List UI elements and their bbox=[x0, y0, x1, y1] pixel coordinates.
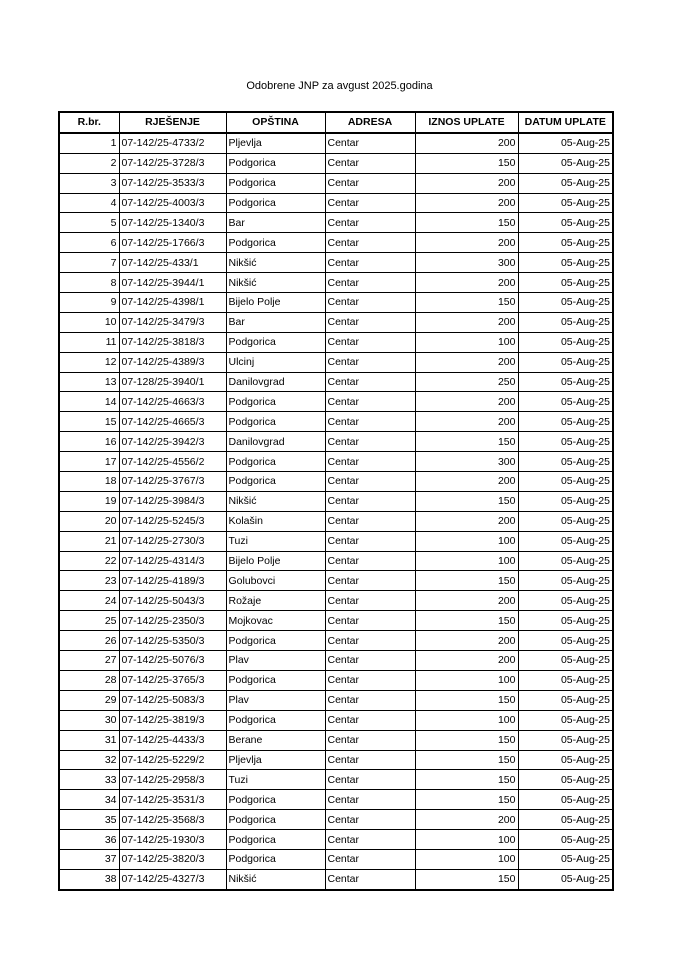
opstina-cell: Podgorica bbox=[226, 412, 325, 432]
row-number: 6 bbox=[59, 233, 119, 253]
rjesenje-cell: 07-142/25-4003/3 bbox=[119, 193, 226, 213]
table-row bbox=[59, 869, 613, 889]
iznos-cell: 200 bbox=[415, 591, 518, 611]
iznos-cell: 200 bbox=[415, 193, 518, 213]
table-row bbox=[59, 631, 613, 651]
table-row bbox=[59, 571, 613, 591]
column-header-datum-uplate: DATUM UPLATE bbox=[518, 112, 613, 133]
rjesenje-cell: 07-142/25-4189/3 bbox=[119, 571, 226, 591]
table-row bbox=[59, 491, 613, 511]
datum-cell: 05-Aug-25 bbox=[518, 412, 613, 432]
opstina-cell: Kolašin bbox=[226, 511, 325, 531]
rjesenje-cell: 07-142/25-4389/3 bbox=[119, 352, 226, 372]
iznos-cell: 100 bbox=[415, 849, 518, 869]
opstina-cell: Podgorica bbox=[226, 830, 325, 850]
datum-cell: 05-Aug-25 bbox=[518, 750, 613, 770]
row-number: 2 bbox=[59, 153, 119, 173]
opstina-cell: Podgorica bbox=[226, 631, 325, 651]
opstina-cell: Podgorica bbox=[226, 392, 325, 412]
rjesenje-cell: 07-142/25-3984/3 bbox=[119, 491, 226, 511]
opstina-cell: Danilovgrad bbox=[226, 372, 325, 392]
row-number: 31 bbox=[59, 730, 119, 750]
row-number: 1 bbox=[59, 133, 119, 153]
table-header-row bbox=[59, 112, 613, 133]
row-number: 10 bbox=[59, 312, 119, 332]
adresa-cell: Centar bbox=[325, 372, 415, 392]
table-row bbox=[59, 312, 613, 332]
rjesenje-cell: 07-142/25-1766/3 bbox=[119, 233, 226, 253]
datum-cell: 05-Aug-25 bbox=[518, 352, 613, 372]
table-row bbox=[59, 830, 613, 850]
table-row bbox=[59, 472, 613, 492]
datum-cell: 05-Aug-25 bbox=[518, 810, 613, 830]
iznos-cell: 100 bbox=[415, 710, 518, 730]
datum-cell: 05-Aug-25 bbox=[518, 273, 613, 293]
opstina-cell: Nikšić bbox=[226, 253, 325, 273]
adresa-cell: Centar bbox=[325, 233, 415, 253]
row-number: 27 bbox=[59, 651, 119, 671]
datum-cell: 05-Aug-25 bbox=[518, 790, 613, 810]
rjesenje-cell: 07-142/25-5245/3 bbox=[119, 511, 226, 531]
datum-cell: 05-Aug-25 bbox=[518, 193, 613, 213]
iznos-cell: 100 bbox=[415, 332, 518, 352]
opstina-cell: Bar bbox=[226, 312, 325, 332]
rjesenje-cell: 07-142/25-4665/3 bbox=[119, 412, 226, 432]
table-row bbox=[59, 710, 613, 730]
iznos-cell: 200 bbox=[415, 511, 518, 531]
adresa-cell: Centar bbox=[325, 472, 415, 492]
rjesenje-cell: 07-142/25-3765/3 bbox=[119, 670, 226, 690]
column-header-rbr: R.br. bbox=[59, 112, 119, 133]
table-row bbox=[59, 651, 613, 671]
table-row bbox=[59, 173, 613, 193]
row-number: 30 bbox=[59, 710, 119, 730]
table-row bbox=[59, 432, 613, 452]
row-number: 3 bbox=[59, 173, 119, 193]
opstina-cell: Danilovgrad bbox=[226, 432, 325, 452]
opstina-cell: Podgorica bbox=[226, 233, 325, 253]
row-number: 32 bbox=[59, 750, 119, 770]
datum-cell: 05-Aug-25 bbox=[518, 869, 613, 889]
table-row bbox=[59, 293, 613, 313]
datum-cell: 05-Aug-25 bbox=[518, 670, 613, 690]
row-number: 20 bbox=[59, 511, 119, 531]
table-row bbox=[59, 253, 613, 273]
row-number: 8 bbox=[59, 273, 119, 293]
row-number: 26 bbox=[59, 631, 119, 651]
rjesenje-cell: 07-142/25-4314/3 bbox=[119, 551, 226, 571]
rjesenje-cell: 07-142/25-3819/3 bbox=[119, 710, 226, 730]
datum-cell: 05-Aug-25 bbox=[518, 511, 613, 531]
opstina-cell: Golubovci bbox=[226, 571, 325, 591]
adresa-cell: Centar bbox=[325, 332, 415, 352]
iznos-cell: 200 bbox=[415, 472, 518, 492]
table-row bbox=[59, 392, 613, 412]
table-row bbox=[59, 273, 613, 293]
adresa-cell: Centar bbox=[325, 392, 415, 412]
datum-cell: 05-Aug-25 bbox=[518, 849, 613, 869]
opstina-cell: Podgorica bbox=[226, 193, 325, 213]
table-row bbox=[59, 153, 613, 173]
table-row bbox=[59, 332, 613, 352]
rjesenje-cell: 07-142/25-3944/1 bbox=[119, 273, 226, 293]
column-header-adresa: ADRESA bbox=[325, 112, 415, 133]
row-number: 16 bbox=[59, 432, 119, 452]
iznos-cell: 150 bbox=[415, 571, 518, 591]
opstina-cell: Bijelo Polje bbox=[226, 551, 325, 571]
iznos-cell: 150 bbox=[415, 730, 518, 750]
opstina-cell: Podgorica bbox=[226, 452, 325, 472]
iznos-cell: 200 bbox=[415, 133, 518, 153]
adresa-cell: Centar bbox=[325, 432, 415, 452]
datum-cell: 05-Aug-25 bbox=[518, 710, 613, 730]
rjesenje-cell: 07-142/25-2350/3 bbox=[119, 611, 226, 631]
iznos-cell: 150 bbox=[415, 491, 518, 511]
datum-cell: 05-Aug-25 bbox=[518, 491, 613, 511]
rjesenje-cell: 07-142/25-4663/3 bbox=[119, 392, 226, 412]
opstina-cell: Nikšić bbox=[226, 869, 325, 889]
iznos-cell: 300 bbox=[415, 452, 518, 472]
rjesenje-cell: 07-142/25-5350/3 bbox=[119, 631, 226, 651]
table-row bbox=[59, 849, 613, 869]
adresa-cell: Centar bbox=[325, 710, 415, 730]
datum-cell: 05-Aug-25 bbox=[518, 651, 613, 671]
rjesenje-cell: 07-142/25-3568/3 bbox=[119, 810, 226, 830]
column-header-iznos-uplate: IZNOS UPLATE bbox=[415, 112, 518, 133]
adresa-cell: Centar bbox=[325, 312, 415, 332]
datum-cell: 05-Aug-25 bbox=[518, 452, 613, 472]
row-number: 15 bbox=[59, 412, 119, 432]
adresa-cell: Centar bbox=[325, 631, 415, 651]
datum-cell: 05-Aug-25 bbox=[518, 551, 613, 571]
adresa-cell: Centar bbox=[325, 531, 415, 551]
rjesenje-cell: 07-142/25-2958/3 bbox=[119, 770, 226, 790]
rjesenje-cell: 07-142/25-3533/3 bbox=[119, 173, 226, 193]
table-row bbox=[59, 591, 613, 611]
table-row bbox=[59, 531, 613, 551]
iznos-cell: 150 bbox=[415, 750, 518, 770]
adresa-cell: Centar bbox=[325, 193, 415, 213]
table-row bbox=[59, 770, 613, 790]
adresa-cell: Centar bbox=[325, 293, 415, 313]
rjesenje-cell: 07-142/25-4327/3 bbox=[119, 869, 226, 889]
row-number: 5 bbox=[59, 213, 119, 233]
opstina-cell: Podgorica bbox=[226, 790, 325, 810]
iznos-cell: 150 bbox=[415, 869, 518, 889]
datum-cell: 05-Aug-25 bbox=[518, 213, 613, 233]
opstina-cell: Podgorica bbox=[226, 472, 325, 492]
datum-cell: 05-Aug-25 bbox=[518, 611, 613, 631]
iznos-cell: 200 bbox=[415, 352, 518, 372]
datum-cell: 05-Aug-25 bbox=[518, 392, 613, 412]
iznos-cell: 200 bbox=[415, 651, 518, 671]
row-number: 29 bbox=[59, 690, 119, 710]
adresa-cell: Centar bbox=[325, 730, 415, 750]
adresa-cell: Centar bbox=[325, 651, 415, 671]
iznos-cell: 200 bbox=[415, 312, 518, 332]
adresa-cell: Centar bbox=[325, 810, 415, 830]
table-row bbox=[59, 611, 613, 631]
opstina-cell: Tuzi bbox=[226, 770, 325, 790]
rjesenje-cell: 07-142/25-3818/3 bbox=[119, 332, 226, 352]
opstina-cell: Mojkovac bbox=[226, 611, 325, 631]
adresa-cell: Centar bbox=[325, 253, 415, 273]
rjesenje-cell: 07-142/25-3531/3 bbox=[119, 790, 226, 810]
datum-cell: 05-Aug-25 bbox=[518, 432, 613, 452]
opstina-cell: Plav bbox=[226, 690, 325, 710]
adresa-cell: Centar bbox=[325, 153, 415, 173]
rjesenje-cell: 07-142/25-2730/3 bbox=[119, 531, 226, 551]
row-number: 11 bbox=[59, 332, 119, 352]
adresa-cell: Centar bbox=[325, 551, 415, 571]
opstina-cell: Berane bbox=[226, 730, 325, 750]
opstina-cell: Rožaje bbox=[226, 591, 325, 611]
payments-table bbox=[58, 111, 614, 891]
rjesenje-cell: 07-142/25-5043/3 bbox=[119, 591, 226, 611]
adresa-cell: Centar bbox=[325, 452, 415, 472]
table-row bbox=[59, 233, 613, 253]
adresa-cell: Centar bbox=[325, 591, 415, 611]
rjesenje-cell: 07-142/25-4433/3 bbox=[119, 730, 226, 750]
column-header-opstina: OPŠTINA bbox=[226, 112, 325, 133]
row-number: 37 bbox=[59, 849, 119, 869]
datum-cell: 05-Aug-25 bbox=[518, 730, 613, 750]
iznos-cell: 200 bbox=[415, 631, 518, 651]
opstina-cell: Pljevlja bbox=[226, 750, 325, 770]
row-number: 7 bbox=[59, 253, 119, 273]
iznos-cell: 100 bbox=[415, 551, 518, 571]
datum-cell: 05-Aug-25 bbox=[518, 571, 613, 591]
column-header-rjesenje: RJEŠENJE bbox=[119, 112, 226, 133]
opstina-cell: Tuzi bbox=[226, 531, 325, 551]
opstina-cell: Podgorica bbox=[226, 153, 325, 173]
iznos-cell: 200 bbox=[415, 273, 518, 293]
opstina-cell: Podgorica bbox=[226, 810, 325, 830]
table-row bbox=[59, 690, 613, 710]
row-number: 36 bbox=[59, 830, 119, 850]
rjesenje-cell: 07-142/25-4556/2 bbox=[119, 452, 226, 472]
rjesenje-cell: 07-142/25-5229/2 bbox=[119, 750, 226, 770]
datum-cell: 05-Aug-25 bbox=[518, 253, 613, 273]
row-number: 9 bbox=[59, 293, 119, 313]
adresa-cell: Centar bbox=[325, 750, 415, 770]
iznos-cell: 150 bbox=[415, 690, 518, 710]
adresa-cell: Centar bbox=[325, 571, 415, 591]
datum-cell: 05-Aug-25 bbox=[518, 631, 613, 651]
table-row bbox=[59, 810, 613, 830]
row-number: 18 bbox=[59, 472, 119, 492]
table-row bbox=[59, 352, 613, 372]
datum-cell: 05-Aug-25 bbox=[518, 372, 613, 392]
datum-cell: 05-Aug-25 bbox=[518, 770, 613, 790]
row-number: 28 bbox=[59, 670, 119, 690]
datum-cell: 05-Aug-25 bbox=[518, 531, 613, 551]
adresa-cell: Centar bbox=[325, 412, 415, 432]
rjesenje-cell: 07-142/25-3820/3 bbox=[119, 849, 226, 869]
iznos-cell: 150 bbox=[415, 611, 518, 631]
opstina-cell: Pljevlja bbox=[226, 133, 325, 153]
row-number: 4 bbox=[59, 193, 119, 213]
adresa-cell: Centar bbox=[325, 352, 415, 372]
rjesenje-cell: 07-142/25-3942/3 bbox=[119, 432, 226, 452]
row-number: 14 bbox=[59, 392, 119, 412]
iznos-cell: 250 bbox=[415, 372, 518, 392]
table-row bbox=[59, 730, 613, 750]
iznos-cell: 150 bbox=[415, 153, 518, 173]
rjesenje-cell: 07-142/25-1340/3 bbox=[119, 213, 226, 233]
row-number: 17 bbox=[59, 452, 119, 472]
rjesenje-cell: 07-142/25-4733/2 bbox=[119, 133, 226, 153]
row-number: 21 bbox=[59, 531, 119, 551]
table-row bbox=[59, 452, 613, 472]
adresa-cell: Centar bbox=[325, 690, 415, 710]
table-row bbox=[59, 511, 613, 531]
iznos-cell: 200 bbox=[415, 810, 518, 830]
table-row bbox=[59, 213, 613, 233]
opstina-cell: Nikšić bbox=[226, 491, 325, 511]
rjesenje-cell: 07-128/25-3940/1 bbox=[119, 372, 226, 392]
adresa-cell: Centar bbox=[325, 770, 415, 790]
opstina-cell: Nikšić bbox=[226, 273, 325, 293]
datum-cell: 05-Aug-25 bbox=[518, 173, 613, 193]
adresa-cell: Centar bbox=[325, 611, 415, 631]
rjesenje-cell: 07-142/25-1930/3 bbox=[119, 830, 226, 850]
opstina-cell: Ulcinj bbox=[226, 352, 325, 372]
opstina-cell: Podgorica bbox=[226, 710, 325, 730]
iznos-cell: 150 bbox=[415, 213, 518, 233]
opstina-cell: Podgorica bbox=[226, 332, 325, 352]
page-title: Odobrene JNP za avgust 2025.godina bbox=[246, 80, 433, 92]
adresa-cell: Centar bbox=[325, 491, 415, 511]
iznos-cell: 100 bbox=[415, 830, 518, 850]
adresa-cell: Centar bbox=[325, 273, 415, 293]
row-number: 13 bbox=[59, 372, 119, 392]
opstina-cell: Plav bbox=[226, 651, 325, 671]
rjesenje-cell: 07-142/25-4398/1 bbox=[119, 293, 226, 313]
row-number: 25 bbox=[59, 611, 119, 631]
datum-cell: 05-Aug-25 bbox=[518, 472, 613, 492]
adresa-cell: Centar bbox=[325, 869, 415, 889]
adresa-cell: Centar bbox=[325, 830, 415, 850]
row-number: 33 bbox=[59, 770, 119, 790]
opstina-cell: Podgorica bbox=[226, 849, 325, 869]
datum-cell: 05-Aug-25 bbox=[518, 830, 613, 850]
iznos-cell: 150 bbox=[415, 293, 518, 313]
rjesenje-cell: 07-142/25-5076/3 bbox=[119, 651, 226, 671]
opstina-cell: Bar bbox=[226, 213, 325, 233]
opstina-cell: Podgorica bbox=[226, 670, 325, 690]
row-number: 34 bbox=[59, 790, 119, 810]
table-row bbox=[59, 670, 613, 690]
table-row bbox=[59, 133, 613, 153]
iznos-cell: 100 bbox=[415, 670, 518, 690]
adresa-cell: Centar bbox=[325, 213, 415, 233]
table-row bbox=[59, 372, 613, 392]
rjesenje-cell: 07-142/25-3728/3 bbox=[119, 153, 226, 173]
rjesenje-cell: 07-142/25-5083/3 bbox=[119, 690, 226, 710]
row-number: 22 bbox=[59, 551, 119, 571]
iznos-cell: 150 bbox=[415, 770, 518, 790]
iznos-cell: 200 bbox=[415, 392, 518, 412]
datum-cell: 05-Aug-25 bbox=[518, 233, 613, 253]
row-number: 24 bbox=[59, 591, 119, 611]
rjesenje-cell: 07-142/25-3479/3 bbox=[119, 312, 226, 332]
adresa-cell: Centar bbox=[325, 670, 415, 690]
row-number: 38 bbox=[59, 869, 119, 889]
iznos-cell: 100 bbox=[415, 531, 518, 551]
table-row bbox=[59, 551, 613, 571]
datum-cell: 05-Aug-25 bbox=[518, 133, 613, 153]
row-number: 35 bbox=[59, 810, 119, 830]
rjesenje-cell: 07-142/25-433/1 bbox=[119, 253, 226, 273]
adresa-cell: Centar bbox=[325, 133, 415, 153]
datum-cell: 05-Aug-25 bbox=[518, 153, 613, 173]
iznos-cell: 150 bbox=[415, 432, 518, 452]
row-number: 23 bbox=[59, 571, 119, 591]
datum-cell: 05-Aug-25 bbox=[518, 332, 613, 352]
row-number: 12 bbox=[59, 352, 119, 372]
adresa-cell: Centar bbox=[325, 173, 415, 193]
iznos-cell: 200 bbox=[415, 233, 518, 253]
table-row bbox=[59, 750, 613, 770]
iznos-cell: 200 bbox=[415, 173, 518, 193]
adresa-cell: Centar bbox=[325, 511, 415, 531]
datum-cell: 05-Aug-25 bbox=[518, 293, 613, 313]
iznos-cell: 150 bbox=[415, 790, 518, 810]
datum-cell: 05-Aug-25 bbox=[518, 591, 613, 611]
table-row bbox=[59, 412, 613, 432]
adresa-cell: Centar bbox=[325, 849, 415, 869]
adresa-cell: Centar bbox=[325, 790, 415, 810]
table-row bbox=[59, 193, 613, 213]
table-body bbox=[59, 133, 613, 890]
opstina-cell: Bijelo Polje bbox=[226, 293, 325, 313]
rjesenje-cell: 07-142/25-3767/3 bbox=[119, 472, 226, 492]
row-number: 19 bbox=[59, 491, 119, 511]
datum-cell: 05-Aug-25 bbox=[518, 690, 613, 710]
datum-cell: 05-Aug-25 bbox=[518, 312, 613, 332]
opstina-cell: Podgorica bbox=[226, 173, 325, 193]
iznos-cell: 300 bbox=[415, 253, 518, 273]
iznos-cell: 200 bbox=[415, 412, 518, 432]
table-row bbox=[59, 790, 613, 810]
